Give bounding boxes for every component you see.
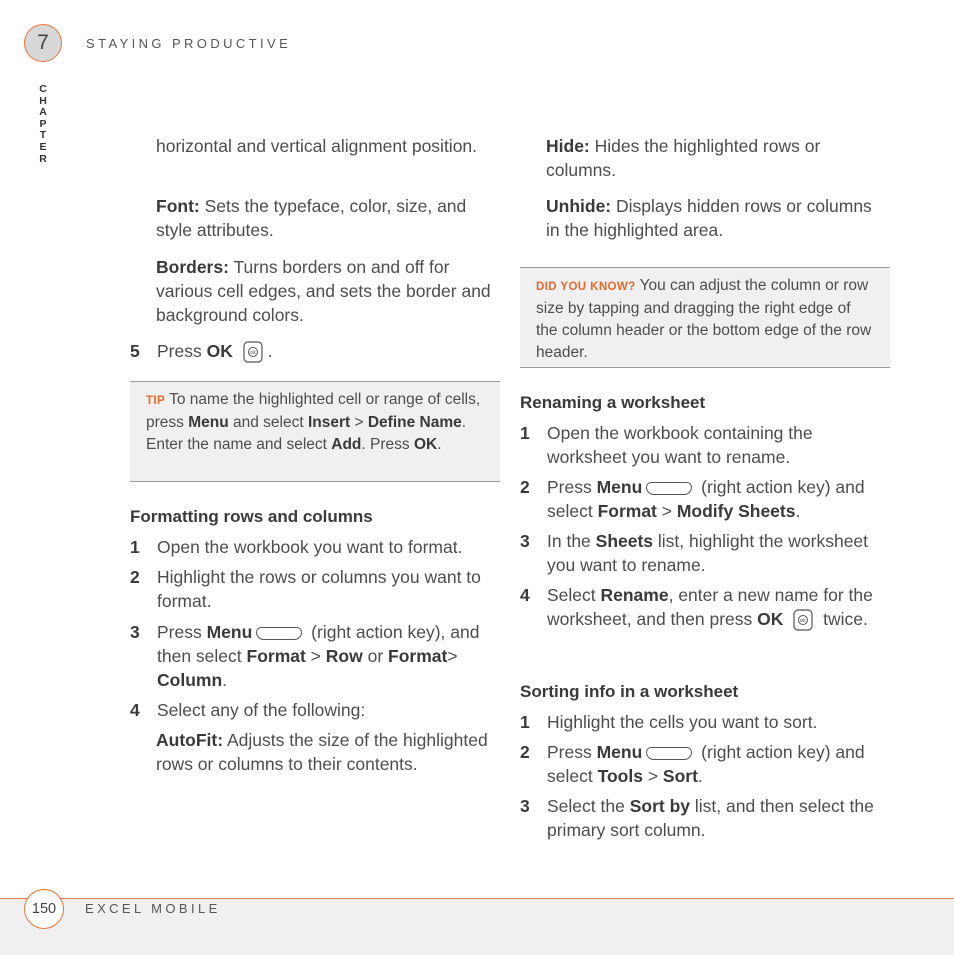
sort-step-1 [520,710,890,734]
menu-key-icon [646,482,692,495]
borders-item [156,255,501,327]
step-text: Press [157,622,207,642]
font-item [156,194,501,242]
chapter-letter: T [39,129,47,142]
hide-item [546,134,886,182]
step-number: 2 [130,567,140,587]
hide-desc: Hides the highlighted rows or columns. [546,136,821,180]
step-number: 3 [520,531,530,551]
did-you-know-callout [520,267,890,368]
ok-key-icon [241,340,265,364]
section-heading-renaming: Renaming a worksheet [520,393,706,412]
page-number: 150 [24,889,64,929]
step-text: list, and then select the primary sort column. [547,796,874,840]
step-text: In the [547,531,596,551]
step-number: 4 [520,585,530,605]
chapter-letter: A [39,106,47,119]
sort-step-3 [520,794,890,842]
step-number: 2 [520,742,530,762]
step-end: . [697,766,703,786]
autofit-term: AutoFit: [156,730,224,750]
tip-label: TIP [146,395,166,407]
format-step-2 [130,565,502,613]
tip-bold: Add [331,436,362,453]
format-step-3 [130,620,502,692]
step-text: , enter a new name for the worksheet, and then press [547,585,873,629]
format-label: Format [246,646,306,666]
step-text: Open the workbook containing the worksheet you want to rename. [547,423,813,467]
step-number: 5 [130,341,140,361]
step-number: 4 [130,700,140,720]
borders-term: Borders: [156,257,229,277]
chapter-letter: R [39,152,47,165]
tip-text: and select [228,414,308,431]
svg-text:ok: ok [249,350,256,357]
step-number: 1 [130,537,140,557]
alignment-continuation [156,134,501,158]
sort-label: Sort [662,766,698,786]
step-text: or [362,646,389,666]
column-label: Column [157,670,223,690]
chapter-letter: H [39,94,47,107]
rename-step-2 [520,475,890,523]
menu-label: Menu [596,742,643,762]
tools-label: Tools [597,766,643,786]
chapter-letter: E [39,140,47,153]
menu-key-icon [646,747,692,760]
step-text: list, highlight the worksheet you want to rename. [547,531,869,575]
font-desc: Sets the typeface, color, size, and style attributes. [156,196,467,240]
step-text: (right action key), and then select [157,622,480,666]
step-end: . [267,341,273,361]
step-text: (right action key) and select [547,742,865,786]
tip-text: . Press [361,436,414,453]
chapter-letter: P [39,117,47,130]
step-text: Highlight the cells you want to sort. [547,712,818,732]
section-heading-formatting: Formatting rows and columns [130,507,373,526]
step-end: . [795,501,801,521]
tip-bold: Define Name [367,414,462,431]
autofit-desc: Adjusts the size of the highlighted rows or columns to their contents. [156,730,488,774]
hide-term: Hide: [546,136,590,156]
tip-bold: Menu [188,414,229,431]
step-number: 2 [520,477,530,497]
did-you-know-label: DID YOU KNOW? [536,281,636,293]
tip-text: To name the highlighted cell or range of cells, press [146,391,481,431]
step-text: Select [547,585,601,605]
menu-key-icon [256,627,302,640]
step-number: 3 [130,622,140,642]
format-step-4 [130,698,502,722]
tip-bold: OK [413,436,438,453]
format-label: Format [388,646,448,666]
step-text: > [447,646,458,666]
step-text: Press [547,477,597,497]
sort-step-2 [520,740,890,788]
step-text: Highlight the rows or columns you want to format. [157,567,481,611]
did-you-know-text: You can adjust the column or row size by tapping and dragging the right edge of the column header or the bottom edge of the row header. [536,277,872,361]
alignment-text: horizontal and vertical alignment position. [156,136,478,156]
section-heading-sorting: Sorting info in a worksheet [520,682,739,701]
ok-label: OK [757,609,784,629]
autofit-item [156,728,501,776]
step-text: (right action key) and select [547,477,865,521]
unhide-term: Unhide: [546,196,612,216]
tip-text: . Enter the name and select [146,414,467,453]
chapter-letter: C [39,83,47,95]
step-text: > [642,766,663,786]
rename-step-3 [520,529,890,577]
rename-step-1 [520,421,890,469]
step-text: > [305,646,326,666]
sheets-label: Sheets [595,531,654,551]
step-end: . [222,670,228,690]
ok-label: OK [206,341,233,361]
step-text: Press [157,341,207,361]
tip-callout [130,381,500,482]
rename-step-4 [520,583,890,632]
step-text: Press [547,742,597,762]
step-text: Open the workbook you want to format. [157,537,463,557]
step-text: Select the [547,796,630,816]
step-number: 1 [520,423,530,443]
unhide-item [546,194,886,242]
step-text: Select any of the following: [157,700,366,720]
running-head: STAYING PRODUCTIVE [86,36,292,51]
tip-text: . [437,436,442,453]
chapter-number-badge: 7 [24,24,62,62]
format-label: Format [597,501,657,521]
step-5 [130,339,502,364]
tip-bold: Insert [307,414,351,431]
menu-label: Menu [206,622,253,642]
format-step-1 [130,535,502,559]
svg-text:ok: ok [800,618,807,625]
step-text: > [656,501,677,521]
step-number: 3 [520,796,530,816]
ok-key-icon [791,608,815,632]
modify-sheets-label: Modify Sheets [676,501,796,521]
footer-section-title: EXCEL MOBILE [85,901,221,916]
unhide-desc: Displays hidden rows or columns in the highlighted area. [546,196,872,240]
borders-desc: Turns borders on and off for various cell edges, and sets the border and background colors. [156,257,491,325]
row-label: Row [325,646,363,666]
menu-label: Menu [596,477,643,497]
sort-by-label: Sort by [629,796,690,816]
rename-label: Rename [600,585,669,605]
chapter-vertical-label [36,84,50,165]
step-number: 1 [520,712,530,732]
tip-text: > [350,414,368,431]
font-term: Font: [156,196,200,216]
step-text: twice. [818,609,868,629]
